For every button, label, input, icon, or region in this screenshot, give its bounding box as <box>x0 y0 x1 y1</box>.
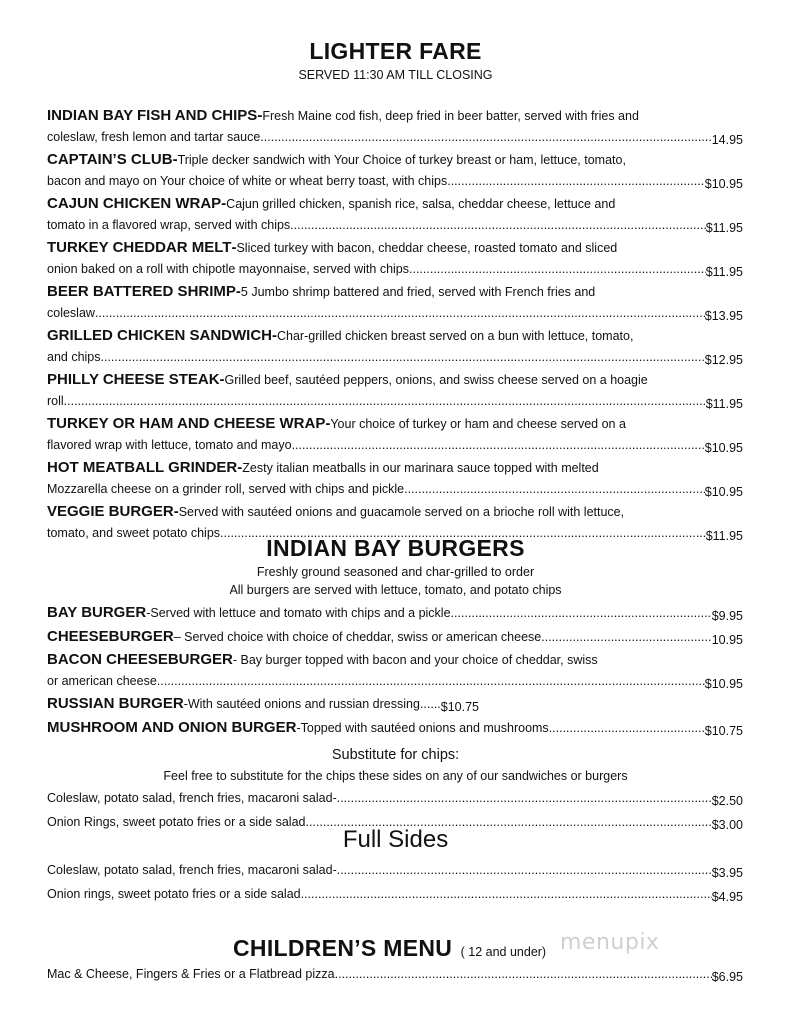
item-name: PHILLY CHEESE STEAK <box>47 371 220 388</box>
item-price: $11.95 <box>705 264 743 279</box>
item-price: $11.95 <box>705 528 743 543</box>
menu-item <box>47 718 743 742</box>
item-name: HOT MEATBALL GRINDER <box>47 459 238 476</box>
menu-item: VEGGIE BURGER - Served with sautéed onions and guacamole served on a brioche roll with lettuce, tomato, and sweet potato chips ..... $11.95 <box>47 502 743 546</box>
item-desc: -With sautéed onions and russian dressing <box>183 697 420 711</box>
item-desc: flavored wrap with lettuce, tomato and mayo <box>47 437 292 452</box>
leader-dots <box>409 259 706 283</box>
leader-dots: ...... <box>419 697 441 711</box>
item-price: $10.95 <box>704 176 743 191</box>
leader-dots <box>549 718 705 742</box>
item-desc: -Served with lettuce and tomato with chips and a pickle. <box>146 606 455 620</box>
burgers-list <box>47 603 743 741</box>
item-name: GRILLED CHICKEN SANDWICH <box>47 327 272 344</box>
item-price: $3.00 <box>711 817 743 832</box>
item-desc: - Bay burger topped with bacon and your choice of cheddar, swiss <box>232 653 598 667</box>
leader-dots <box>301 884 712 908</box>
item-desc: Fresh Maine cod fish, deep fried in beer batter, served with fries and <box>262 109 639 123</box>
item-desc: Onion rings, sweet potato fries or a side salad <box>47 886 301 901</box>
menu-item <box>47 884 743 908</box>
item-price: $10.75 <box>440 700 480 714</box>
children-title: CHILDREN’S MENU <box>233 935 453 961</box>
leader-dots <box>337 788 712 812</box>
item-desc: tomato, and sweet potato chips <box>47 525 221 540</box>
menu-item <box>47 627 743 651</box>
substitute-desc: Feel free to substitute for the chips these sides on any of our sandwiches or burgers <box>163 769 628 783</box>
item-price: $9.95 <box>711 609 743 623</box>
item-name: BEER BATTERED SHRIMP <box>47 283 236 300</box>
item-desc: Char-grilled chicken breast served on a bun with lettuce, tomato, <box>277 329 634 343</box>
leader-dots <box>64 391 706 415</box>
leader-dots <box>335 964 712 988</box>
item-desc: Served with sautéed onions and guacamole served on a brioche roll with lettuce, <box>178 505 625 519</box>
item-price: $10.95 <box>704 676 743 691</box>
leader-dots <box>447 171 705 195</box>
leader-dots <box>101 347 705 371</box>
item-desc: Coleslaw, potato salad, french fries, macaroni salad- <box>47 791 337 805</box>
item-price: $11.95 <box>705 396 743 411</box>
item-price: $12.95 <box>704 352 743 367</box>
item-desc: – Served choice with choice of cheddar, swiss or american cheese. <box>173 629 545 644</box>
burgers-subtitle-1: Freshly ground seasoned and char-grilled to order <box>256 565 535 579</box>
item-desc: Your choice of turkey or ham and cheese served on a <box>330 417 626 431</box>
item-name: BAY BURGER <box>47 604 147 621</box>
item-desc: bacon and mayo on Your choice of white or wheat berry toast, with chips <box>47 173 448 188</box>
item-name: VEGGIE BURGER <box>47 503 174 520</box>
item-desc: Mac & Cheese, Fingers & Fries or a Flatbread pizza <box>47 967 335 981</box>
lighter-fare-subtitle: SERVED 11:30 AM TILL CLOSING <box>298 68 493 82</box>
item-desc: or american cheese <box>47 673 157 688</box>
item-price: $4.95 <box>711 889 743 904</box>
item-name: INDIAN BAY FISH AND CHIPS <box>47 107 258 124</box>
item-name: RUSSIAN BURGER <box>47 695 184 712</box>
item-name: TURKEY OR HAM AND CHEESE WRAP <box>47 415 326 432</box>
menu-item: PHILLY CHEESE STEAK - Grilled beef, sautéed peppers, onions, and swiss cheese served on a hoagie roll ..... $11.95 <box>47 370 743 414</box>
menu-item <box>47 964 743 988</box>
item-price: $3.95 <box>711 866 743 880</box>
item-name: TURKEY CHEDDAR MELT <box>47 239 232 256</box>
item-name: MUSHROOM AND ONION BURGER <box>47 718 297 736</box>
item-desc: Coleslaw, potato salad, french fries, macaroni salad- <box>47 863 337 877</box>
leader-dots <box>95 303 705 327</box>
item-name: CAPTAIN’S CLUB <box>47 151 173 168</box>
menu-item <box>47 603 743 627</box>
item-desc: Sliced turkey with bacon, cheddar cheese, roasted tomato and sliced <box>236 241 618 255</box>
item-desc: Cajun grilled chicken, spanish rice, salsa, cheddar cheese, lettuce and <box>226 197 616 211</box>
item-desc: Onion Rings, sweet potato fries or a side salad <box>47 814 306 829</box>
item-desc: 5 Jumbo shrimp battered and fried, served with French fries and <box>240 285 596 299</box>
leader-dots <box>404 479 705 503</box>
item-price: $6.95 <box>711 970 743 984</box>
item-price: $10.95 <box>704 484 743 499</box>
children-age-note: ( 12 and under) <box>460 945 547 959</box>
lighter-fare-title: LIGHTER FARE <box>309 38 482 64</box>
item-desc: tomato in a flavored wrap, served with chips <box>47 217 291 232</box>
item-desc: roll <box>47 393 64 408</box>
item-desc: Grilled beef, sautéed peppers, onions, and swiss cheese served on a hoagie <box>224 373 648 387</box>
menu-item: TURKEY OR HAM AND CHEESE WRAP - Your choice of turkey or ham and cheese served on a flavored wrap with lettuce, tomato and mayo ..... $10.95 <box>47 414 743 458</box>
item-price: 10.95 <box>711 632 743 647</box>
item-desc: -Topped with sautéed onions and mushrooms <box>296 720 549 735</box>
menu-item: GRILLED CHICKEN SANDWICH - Char-grilled chicken breast served on a bun with lettuce, tomato, and chips ..... $12.95 <box>47 326 743 370</box>
item-price: $10.95 <box>704 440 743 455</box>
menu-item: CAPTAIN’S CLUB - Triple decker sandwich with Your Choice of turkey breast or ham, lettuce, tomato, bacon and mayo on Your choice of white or wheat berry toast, with chips ..... $10.95 <box>47 150 743 194</box>
children-heading <box>233 935 546 962</box>
item-desc: and chips <box>47 349 101 364</box>
burgers-title: INDIAN BAY BURGERS <box>266 535 525 561</box>
item-price: $2.50 <box>711 794 743 808</box>
leader-dots <box>454 603 712 627</box>
leader-dots <box>264 127 712 151</box>
leader-dots <box>545 627 712 651</box>
substitute-title: Substitute for chips: <box>331 747 460 763</box>
menu-item: BEER BATTERED SHRIMP - 5 Jumbo shrimp battered and fried, served with French fries and coleslaw ..... $13.95 <box>47 282 743 326</box>
menu-item <box>47 860 743 884</box>
item-desc: onion baked on a roll with chipotle mayonnaise, served with chips <box>47 261 410 276</box>
item-name: CHEESEBURGER <box>47 627 174 645</box>
menu-item: TURKEY CHEDDAR MELT - Sliced turkey with bacon, cheddar cheese, roasted tomato and sliced onion baked on a roll with chipotle mayonnaise, served with chips ..... $11.95 <box>47 238 743 282</box>
lighter-fare-list <box>47 106 743 546</box>
item-desc: Zesty italian meatballs in our marinara sauce topped with melted <box>242 461 599 475</box>
menu-item <box>47 650 743 694</box>
item-name: BACON CHEESEBURGER <box>47 651 233 668</box>
item-price: $13.95 <box>704 308 743 323</box>
item-desc: Mozzarella cheese on a grinder roll, served with chips and pickle <box>47 481 405 496</box>
burgers-subtitle-2: All burgers are served with lettuce, tomato, and potato chips <box>229 583 562 597</box>
menu-item: HOT MEATBALL GRINDER - Zesty italian meatballs in our marinara sauce topped with melted Mozzarella cheese on a grinder roll, served with chips and pickle ..... $10.95 <box>47 458 743 502</box>
leader-dots <box>337 860 712 884</box>
item-desc: Triple decker sandwich with Your Choice of turkey breast or ham, lettuce, tomato, <box>177 153 626 167</box>
item-desc: coleslaw <box>47 305 95 320</box>
item-price: 14.95 <box>711 132 743 147</box>
watermark-logo: menupix <box>560 930 660 955</box>
menu-item <box>47 694 743 718</box>
item-name: CAJUN CHICKEN WRAP <box>47 195 222 212</box>
leader-dots <box>290 215 706 239</box>
menu-item: INDIAN BAY FISH AND CHIPS - Fresh Maine cod fish, deep fried in beer batter, served with fries and coleslaw, fresh lemon and tartar sauce. ..... 14.95 <box>47 106 743 150</box>
leader-dots <box>157 671 705 695</box>
item-price: $11.95 <box>705 220 743 235</box>
item-desc: coleslaw, fresh lemon and tartar sauce. <box>47 129 264 144</box>
full-sides-title: Full Sides <box>342 826 449 853</box>
item-price: $10.75 <box>704 723 743 738</box>
menu-item: CAJUN CHICKEN WRAP - Cajun grilled chicken, spanish rice, salsa, cheddar cheese, lettuce and tomato in a flavored wrap, served with chips ..... $11.95 <box>47 194 743 238</box>
full-sides-list <box>47 860 743 907</box>
menu-item <box>47 788 743 812</box>
children-list <box>47 964 743 988</box>
leader-dots <box>292 435 705 459</box>
